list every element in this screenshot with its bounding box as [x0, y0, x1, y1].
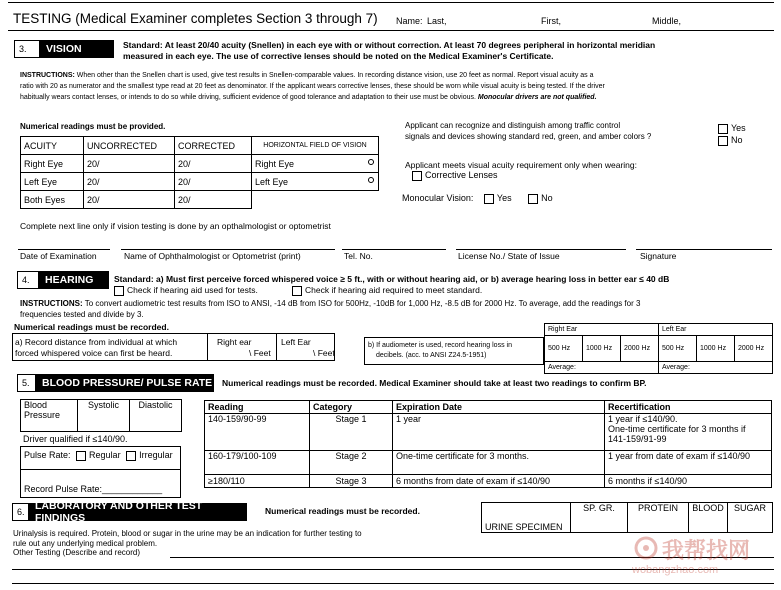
bp-label-cell [21, 400, 78, 432]
first-name-label: First, [541, 16, 561, 26]
recertification-header: Recertification [605, 401, 772, 414]
lab-numerical-note: Numerical readings must be recorded. [265, 506, 420, 516]
recert-line: 141-159/91-99 [608, 434, 667, 444]
last-name-label: Last, [427, 16, 447, 26]
left-ear-label: Left Ear [281, 337, 311, 347]
degree-icon [368, 177, 374, 183]
urinalysis-note: Urinalysis is required. Protein, blood or sugar in the urine may be an indication for further testing to [13, 529, 362, 538]
no-label: No [731, 135, 743, 145]
tel-label: Tel. No. [344, 251, 373, 261]
degree-icon [368, 159, 374, 165]
whispered-voice-instruction: a) Record distance from individual at which [15, 337, 178, 347]
uncorrected-field[interactable]: 20/ [84, 173, 175, 191]
traffic-yes-option[interactable] [718, 123, 746, 134]
section-number: 3. [14, 40, 40, 58]
corrected-field[interactable]: 20/ [175, 191, 252, 209]
category-cell: Stage 1 [310, 414, 393, 451]
monocular-vision-field [402, 193, 553, 204]
hearing-instructions [20, 299, 640, 308]
right-ear-average-field[interactable]: Average: [545, 362, 659, 374]
recert-cell: 1 year from date of exam if ≤140/90 [605, 451, 772, 475]
freq-field[interactable]: 500 Hz [659, 336, 697, 362]
no-label: No [541, 193, 553, 203]
left-ear-average-field[interactable]: Average: [659, 362, 773, 374]
date-line[interactable] [18, 249, 110, 250]
vision-standard: Standard: At least 20/40 acuity (Snellen) in each eye with or without correction. At least 70 degrees peripheral in horizontal meridian [123, 40, 656, 50]
recert-line: 1 year if ≤140/90. [608, 414, 678, 424]
bp-entry-table [20, 399, 182, 432]
aud-right-ear-header: Right Ear [545, 324, 659, 336]
instructions-text: habitually wears contact lenses, or intends to do so while driving, sufficient evidence of good tolerance and adaptation to their use must be obvious. [20, 94, 476, 101]
license-line[interactable] [456, 249, 626, 250]
instructions-label: INSTRUCTIONS: [20, 72, 75, 79]
hearing-section-header: HEARING [39, 271, 109, 289]
vision-section-header: VISION [40, 40, 114, 58]
watermark-text: 我帮找网 [662, 538, 751, 563]
reading-cell: ≥180/110 [205, 475, 310, 488]
corrective-lenses-option[interactable] [412, 170, 498, 181]
yes-label: Yes [496, 193, 512, 203]
field-of-vision-cell[interactable] [252, 155, 379, 173]
watermark-logo [632, 528, 772, 580]
license-label: License No./ State of Issue [458, 251, 560, 261]
pulse-rate-field [24, 450, 173, 461]
row-label: Right Eye [21, 155, 84, 173]
signature-label: Signature [640, 251, 677, 261]
freq-field[interactable]: 1000 Hz [697, 336, 735, 362]
bp-label-cont: Pressure [24, 410, 61, 420]
systolic-field[interactable]: Systolic [78, 400, 130, 432]
bp-category-table [204, 400, 772, 488]
section-number: 4. [17, 271, 39, 289]
corrected-field[interactable]: 20/ [175, 173, 252, 191]
instructions-text: When other than the Snellen chart is used, give test results in Snellen-comparable values. In recording distance vision, use 20 feet as normal. Report visual acuity as a [74, 72, 594, 79]
bp-qualified-note: Driver qualified if ≤140/90. [23, 434, 128, 444]
vision-instructions-line3 [20, 94, 597, 101]
form-section-title: TESTING (Medical Examiner completes Section 3 through 7) [13, 11, 378, 26]
corrective-lenses-checkbox[interactable] [412, 171, 422, 181]
freq-field[interactable]: 500 Hz [545, 336, 583, 362]
protein-field[interactable]: PROTEIN [628, 503, 689, 533]
watermark-dot [643, 545, 649, 551]
corrected-field[interactable]: 20/ [175, 155, 252, 173]
hearing-numerical-note: Numerical readings must be recorded. [14, 322, 169, 332]
audiometer-table [544, 323, 773, 374]
reading-cell: 160-179/100-109 [205, 451, 310, 475]
acuity-header: ACUITY [21, 137, 84, 155]
reading-cell: 140-159/90-99 [205, 414, 310, 451]
hearing-aid-used-checkbox[interactable] [114, 286, 124, 296]
traffic-no-option[interactable] [718, 135, 743, 146]
monocular-no-checkbox[interactable] [528, 194, 538, 204]
expiration-header: Expiration Date [393, 401, 605, 414]
yes-checkbox[interactable] [718, 124, 728, 134]
row-label: Both Eyes [21, 191, 84, 209]
aud-left-ear-header: Left Ear [659, 324, 773, 336]
freq-field[interactable]: 2000 Hz [735, 336, 773, 362]
uncorrected-field[interactable]: 20/ [84, 155, 175, 173]
acuity-requirement-note: Applicant meets visual acuity requirement only when wearing: [405, 160, 637, 170]
category-cell: Stage 3 [310, 475, 393, 488]
section-number: 5. [17, 374, 36, 392]
date-of-exam-label: Date of Examination [20, 251, 97, 261]
vision-instructions-line2: ratio with 20 as numerator and the smallest type read at 20 feet as denominator. If the applicant wears corrective lenses, these should be worn while visual acuity is being tested. If the driver [20, 83, 605, 90]
hearing-aid-required-checkbox[interactable] [292, 286, 302, 296]
traffic-signals-question: Applicant can recognize and distinguish among traffic control [405, 121, 621, 130]
bp-note: Numerical readings must be recorded. Medical Examiner should take at least two readings to confirm BP. [222, 378, 647, 388]
corrected-header: CORRECTED [175, 137, 252, 155]
middle-name-label: Middle, [652, 16, 682, 26]
reading-header: Reading [205, 401, 310, 414]
vision-instructions [20, 72, 594, 79]
watermark-url: wobangzhao.com [632, 564, 719, 576]
traffic-signals-question-cont: signals and devices showing standard red, green, and amber colors ? [405, 132, 652, 141]
field-label: Left Eye [255, 176, 289, 187]
recert-cell [605, 414, 772, 451]
irregular-label: Irregular [139, 450, 173, 460]
hearing-aid-used-label: Check if hearing aid used for tests. [127, 285, 258, 295]
name-label: Name: [396, 16, 423, 26]
hearing-instructions-cont: frequencies tested and divide by 3. [20, 310, 144, 319]
left-ear-feet-field[interactable]: \ Feet [313, 348, 335, 358]
instructions-text: To convert audiometric test results from ISO to ANSI, -14 dB from ISO for 500Hz, -10dB for 1,000 Hz, -8.5 dB for 2000 Hz. To average, add the readings for 3 [82, 299, 641, 308]
regular-checkbox[interactable] [76, 451, 86, 461]
other-testing-label: Other Testing (Describe and record) [13, 548, 141, 557]
freq-field[interactable]: 1000 Hz [583, 336, 621, 362]
monocular-yes-checkbox[interactable] [484, 194, 494, 204]
urinalysis-note-cont: rule out any underlying medical problem. [13, 539, 158, 548]
hearing-standard: Standard: a) Must first perceive forced whispered voice ≥ 5 ft., with or without hearing aid, or b) average hearing loss in better ear ≤ 40 dB [114, 274, 670, 284]
no-checkbox[interactable] [718, 136, 728, 146]
category-header: Category [310, 401, 393, 414]
sugar-field[interactable]: SUGAR [728, 503, 773, 533]
freq-field[interactable]: 2000 Hz [621, 336, 659, 362]
audiometer-instruction: b) If audiometer is used, record hearing loss in [368, 342, 512, 349]
audiometer-instruction-cont: decibels. (acc. to ANSI Z24.5-1951) [376, 352, 487, 359]
sp-gr-field[interactable]: SP. GR. [571, 503, 628, 533]
name-line[interactable] [121, 249, 335, 250]
irregular-checkbox[interactable] [126, 451, 136, 461]
empty-cell [252, 191, 379, 209]
whispered-voice-instruction-cont: forced whispered voice can first be heard. [15, 348, 173, 358]
tel-line[interactable] [342, 249, 446, 250]
bp-section-header: BLOOD PRESSURE/ PULSE RATE [36, 374, 214, 392]
yes-label: Yes [731, 123, 746, 133]
field-of-vision-cell[interactable] [252, 173, 379, 191]
signature-line[interactable] [636, 249, 772, 250]
uncorrected-field[interactable]: 20/ [84, 191, 175, 209]
expiration-cell: 6 months from date of exam if ≤140/90 [393, 475, 605, 488]
row-label: Left Eye [21, 173, 84, 191]
corrective-lenses-label: Corrective Lenses [425, 170, 498, 180]
regular-label: Regular [89, 450, 121, 460]
specialist-instruction: Complete next line only if vision testing is done by an opthalmologist or optometrist [20, 221, 331, 231]
right-ear-feet-field[interactable]: \ Feet [249, 348, 271, 358]
urine-specimen-label: URINE SPECIMEN [482, 503, 571, 533]
field-label: Right Eye [255, 158, 295, 169]
expiration-cell: One-time certificate for 3 months. [393, 451, 605, 475]
acuity-table [20, 136, 379, 209]
pulse-rate-label: Pulse Rate: [24, 450, 71, 460]
vision-standard-cont: measured in each eye. The use of corrective lenses should be noted on the Medical Examiner's Certificate. [123, 51, 554, 61]
hearing-aid-used-option[interactable] [114, 285, 258, 296]
recert-cell: 6 months if ≤140/90 [605, 475, 772, 488]
category-cell: Stage 2 [310, 451, 393, 475]
monocular-warning: Monocular drivers are not qualified. [475, 94, 597, 101]
bp-label: Blood [24, 400, 48, 410]
specialist-name-label: Name of Ophthalmologist or Optometrist (print) [124, 251, 301, 261]
monocular-label: Monocular Vision: [402, 193, 474, 203]
lab-section-header: LABORATORY AND OTHER TEST FINDINGS [29, 503, 247, 521]
right-ear-label: Right ear [217, 337, 252, 347]
instructions-label: INSTRUCTIONS: [20, 299, 83, 308]
expiration-cell: 1 year [393, 414, 605, 451]
recert-line: One-time certificate for 3 months if [608, 424, 746, 434]
hearing-aid-required-label: Check if hearing aid required to meet standard. [305, 285, 483, 295]
blood-field[interactable]: BLOOD [689, 503, 728, 533]
field-of-vision-header: HORIZONTAL FIELD OF VISION [252, 137, 379, 155]
diastolic-field[interactable]: Diastolic [130, 400, 182, 432]
uncorrected-header: UNCORRECTED [84, 137, 175, 155]
section-number: 6. [12, 503, 29, 521]
vision-numerical-note: Numerical readings must be provided. [20, 122, 166, 131]
other-testing-line[interactable] [12, 583, 774, 584]
hearing-aid-required-option[interactable] [292, 285, 482, 296]
record-pulse-rate-field[interactable]: Record Pulse Rate:____________ [24, 484, 163, 494]
